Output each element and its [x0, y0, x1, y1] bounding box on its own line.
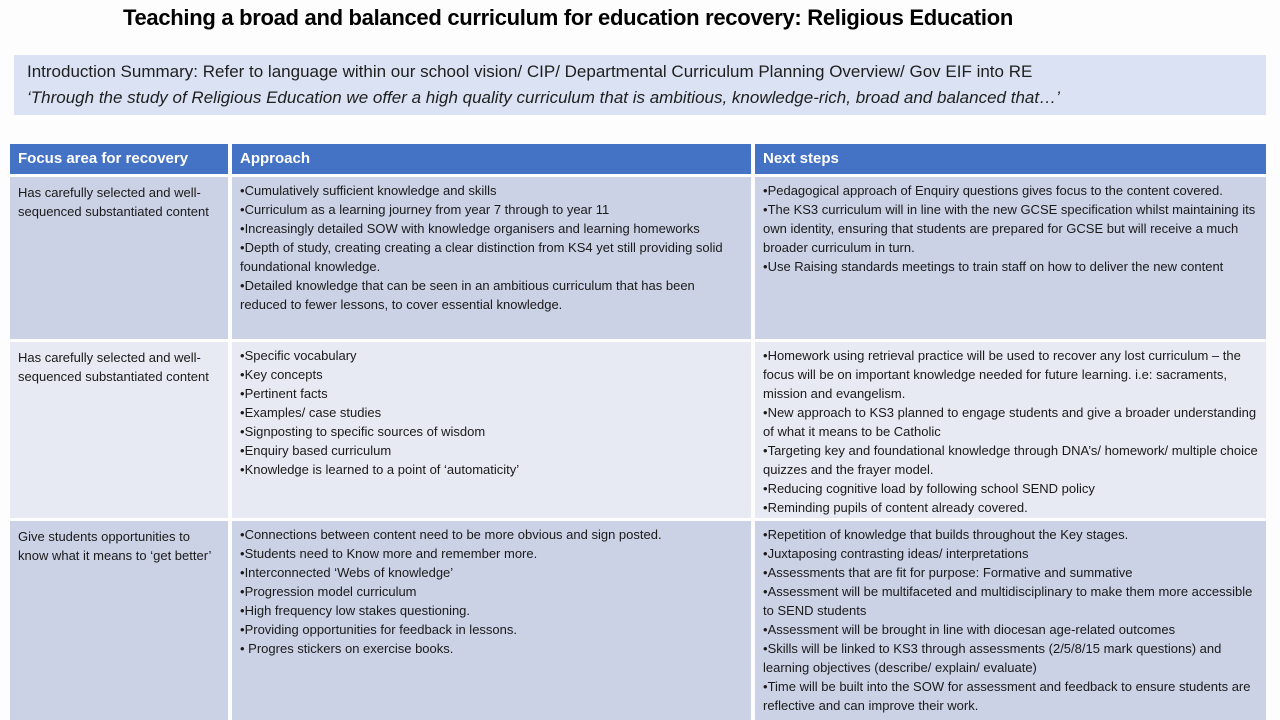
bullet-item: • High frequency low stakes questioning. [240, 601, 743, 620]
bullet-item: • Cumulatively sufficient knowledge and skills [240, 181, 743, 200]
intro-summary-box [14, 55, 1266, 115]
bullet-item: • Repetition of knowledge that builds throughout the Key stages. [763, 525, 1258, 544]
bullet-item: • Progres stickers on exercise books. [240, 639, 743, 658]
approach-cell [232, 521, 751, 720]
bullet-item: • Assessment will be brought in line with diocesan age-related outcomes [763, 620, 1258, 639]
bullet-item: • Progression model curriculum [240, 582, 743, 601]
bullet-item: • Key concepts [240, 365, 743, 384]
bullet-item: • New approach to KS3 planned to engage students and give a broader understanding of what it means to be Catholic [763, 403, 1258, 441]
next-steps-cell [755, 177, 1266, 339]
intro-line-2: ‘Through the study of Religious Education we offer a high quality curriculum that is ambitious, knowledge-rich, broad and balanced that…’ [27, 87, 1060, 107]
bullet-item: • Students need to Know more and remember more. [240, 544, 743, 563]
table-row [10, 342, 1266, 518]
table-header-row [10, 144, 1266, 174]
approach-cell [232, 177, 751, 339]
bullet-item: • Targeting key and foundational knowledge through DNA’s/ homework/ multiple choice quizzes and the frayer model. [763, 441, 1258, 479]
bullet-item: • Reminding pupils of content already covered. [763, 498, 1258, 517]
table-body [10, 177, 1266, 720]
column-header-focus-area: Focus area for recovery [10, 144, 228, 174]
recovery-table [10, 144, 1266, 720]
bullet-item: • Interconnected ‘Webs of knowledge’ [240, 563, 743, 582]
bullet-item: • Curriculum as a learning journey from year 7 through to year 11 [240, 200, 743, 219]
focus-text: Has carefully selected and well-sequenced substantiated content [18, 185, 209, 219]
bullet-item: • Time will be built into the SOW for assessment and feedback to ensure students are reflective and can improve their work. [763, 677, 1258, 715]
bullet-item: • Reducing cognitive load by following school SEND policy [763, 479, 1258, 498]
bullet-item: • Pedagogical approach of Enquiry questions gives focus to the content covered. [763, 181, 1258, 200]
table-row [10, 177, 1266, 339]
page-title: Teaching a broad and balanced curriculum for education recovery: Religious Education [122, 5, 1014, 30]
focus-cell [10, 177, 228, 339]
bullet-item: • Skills will be linked to KS3 through assessments (2/5/8/15 mark questions) and learning objectives (describe/ explain/ evaluate) [763, 639, 1258, 677]
bullet-item: • Assessment will be multifaceted and multidisciplinary to make them more accessible to SEND students [763, 582, 1258, 620]
bullet-item: • Examples/ case studies [240, 403, 743, 422]
approach-cell [232, 342, 751, 518]
focus-cell [10, 342, 228, 518]
bullet-item: • Increasingly detailed SOW with knowledge organisers and learning homeworks [240, 219, 743, 238]
bullet-item: • Use Raising standards meetings to train staff on how to deliver the new content [763, 257, 1258, 276]
bullet-item: • Connections between content need to be more obvious and sign posted. [240, 525, 743, 544]
bullet-item: • Knowledge is learned to a point of ‘automaticity’ [240, 460, 743, 479]
focus-text: Give students opportunities to know what it means to ‘get better’ [18, 529, 212, 563]
focus-cell [10, 521, 228, 720]
focus-text: Has carefully selected and well-sequenced substantiated content [18, 350, 209, 384]
bullet-item: • Juxtaposing contrasting ideas/ interpretations [763, 544, 1258, 563]
bullet-item: • Providing opportunities for feedback in lessons. [240, 620, 743, 639]
bullet-item: • Pertinent facts [240, 384, 743, 403]
bullet-item: • Enquiry based curriculum [240, 441, 743, 460]
bullet-item: • Detailed knowledge that can be seen in an ambitious curriculum that has been reduced to fewer lessons, to cover essential knowledge. [240, 276, 743, 314]
table-row [10, 521, 1266, 720]
bullet-item: • Signposting to specific sources of wisdom [240, 422, 743, 441]
bullet-item: • Depth of study, creating creating a clear distinction from KS4 yet still providing solid foundational knowledge. [240, 238, 743, 276]
column-header-approach: Approach [232, 144, 751, 174]
intro-line-1: Introduction Summary: Refer to language within our school vision/ CIP/ Departmental Curriculum Planning Overview/ Gov EIF into RE [27, 62, 1033, 81]
column-header-next-steps: Next steps [755, 144, 1266, 174]
bullet-item: • Assessments that are fit for purpose: Formative and summative [763, 563, 1258, 582]
next-steps-cell [755, 521, 1266, 720]
bullet-item: • Specific vocabulary [240, 346, 743, 365]
next-steps-cell [755, 342, 1266, 518]
bullet-item: • The KS3 curriculum will in line with the new GCSE specification whilst maintaining its own identity, ensuring that students are prepared for GCSE but will receive a much broader curriculum in turn. [763, 200, 1258, 257]
bullet-item: • Homework using retrieval practice will be used to recover any lost curriculum – the focus will be on important knowledge needed for future learning. i.e: sacraments, mission and evangelism. [763, 346, 1258, 403]
